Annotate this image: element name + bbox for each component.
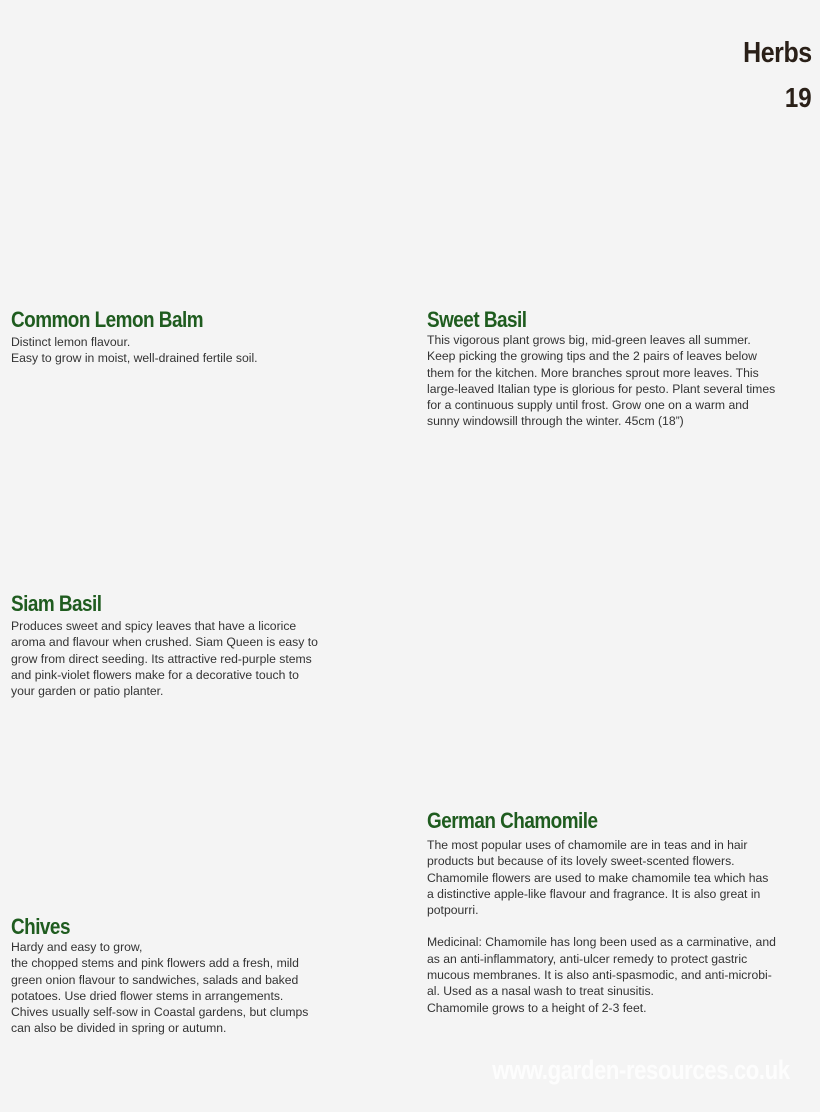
text-line: the chopped stems and pink flowers add a fresh, mild [11, 956, 299, 971]
text-line: Chives usually self-sow in Coastal gardens, but clumps [11, 1005, 309, 1020]
text-line: them for the kitchen. More branches sprout more leaves. This [427, 365, 759, 380]
text-line: large-leaved Italian type is glorious for pesto. Plant several times [427, 381, 776, 396]
entry-chives [11, 915, 308, 1037]
text-line: Chamomile flowers are used to make chamomile tea which has [427, 870, 769, 885]
entry-common-lemon-balm [11, 308, 258, 367]
text-line: al. Used as a nasal wash to treat sinusitis. [427, 984, 654, 999]
page-number: 19 [785, 82, 812, 113]
entry-description [11, 618, 318, 699]
text-line: green onion flavour to sandwiches, salads and baked [11, 972, 299, 987]
entry-description [11, 939, 308, 1037]
text-line: Keep picking the growing tips and the 2 pairs of leaves below [427, 349, 757, 364]
text-line: This vigorous plant grows big, mid-green leaves all summer. [427, 333, 751, 347]
text-line: aroma and flavour when crushed. Siam Queen is easy to [11, 635, 318, 650]
text-line: Medicinal: Chamomile has long been used as a carminative, and [427, 935, 776, 950]
text-line: for a continuous supply until frost. Grow one on a warm and [427, 398, 749, 413]
text-line: sunny windowsill through the winter. 45cm (18”) [427, 414, 684, 429]
entry-title: Chives [11, 914, 70, 939]
text-line: Produces sweet and spicy leaves that have a licorice [11, 619, 297, 633]
entry-title: Common Lemon Balm [11, 307, 204, 332]
text-line: as an anti-inflammatory, anti-ulcer remedy to protect gastric [427, 951, 748, 966]
entry-sweet-basil [427, 308, 775, 430]
entry-title: Siam Basil [11, 591, 102, 616]
text-line: Distinct lemon flavour. [11, 335, 131, 349]
text-line: potatoes. Use dried flower stems in arrangements. [11, 988, 284, 1003]
text-line: Easy to grow in moist, well-drained fertile soil. [11, 351, 258, 366]
text-line: products but because of its lovely sweet-scented flowers. [427, 854, 735, 869]
entry-medicinal-notes [427, 934, 776, 1015]
page-header [732, 34, 812, 118]
text-line: a distinctive apple-like flavour and fragrance. It is also great in [427, 886, 761, 901]
entry-siam-basil [11, 592, 318, 699]
text-line: can also be divided in spring or autumn. [11, 1021, 227, 1036]
entry-title: Sweet Basil [427, 307, 527, 332]
text-line: your garden or patio planter. [11, 684, 164, 699]
text-line: and pink-violet flowers make for a decorative touch to [11, 667, 299, 682]
entry-german-chamomile [427, 809, 776, 1016]
text-line: Chamomile grows to a height of 2-3 feet. [427, 1000, 647, 1015]
entry-description [427, 837, 776, 918]
entry-description [11, 334, 258, 367]
website-watermark: www.garden-resources.co.uk [492, 1055, 790, 1085]
text-line: potpourri. [427, 903, 479, 918]
text-line: The most popular uses of chamomile are in teas and in hair [427, 838, 748, 852]
section-title: Herbs [743, 37, 812, 69]
text-line: Hardy and easy to grow, [11, 940, 143, 954]
text-line: grow from direct seeding. Its attractive red-purple stems [11, 651, 312, 666]
entry-description [427, 332, 775, 430]
text-line: mucous membranes. It is also anti-spasmodic, and anti-microbi- [427, 968, 772, 983]
entry-title: German Chamomile [427, 808, 598, 833]
